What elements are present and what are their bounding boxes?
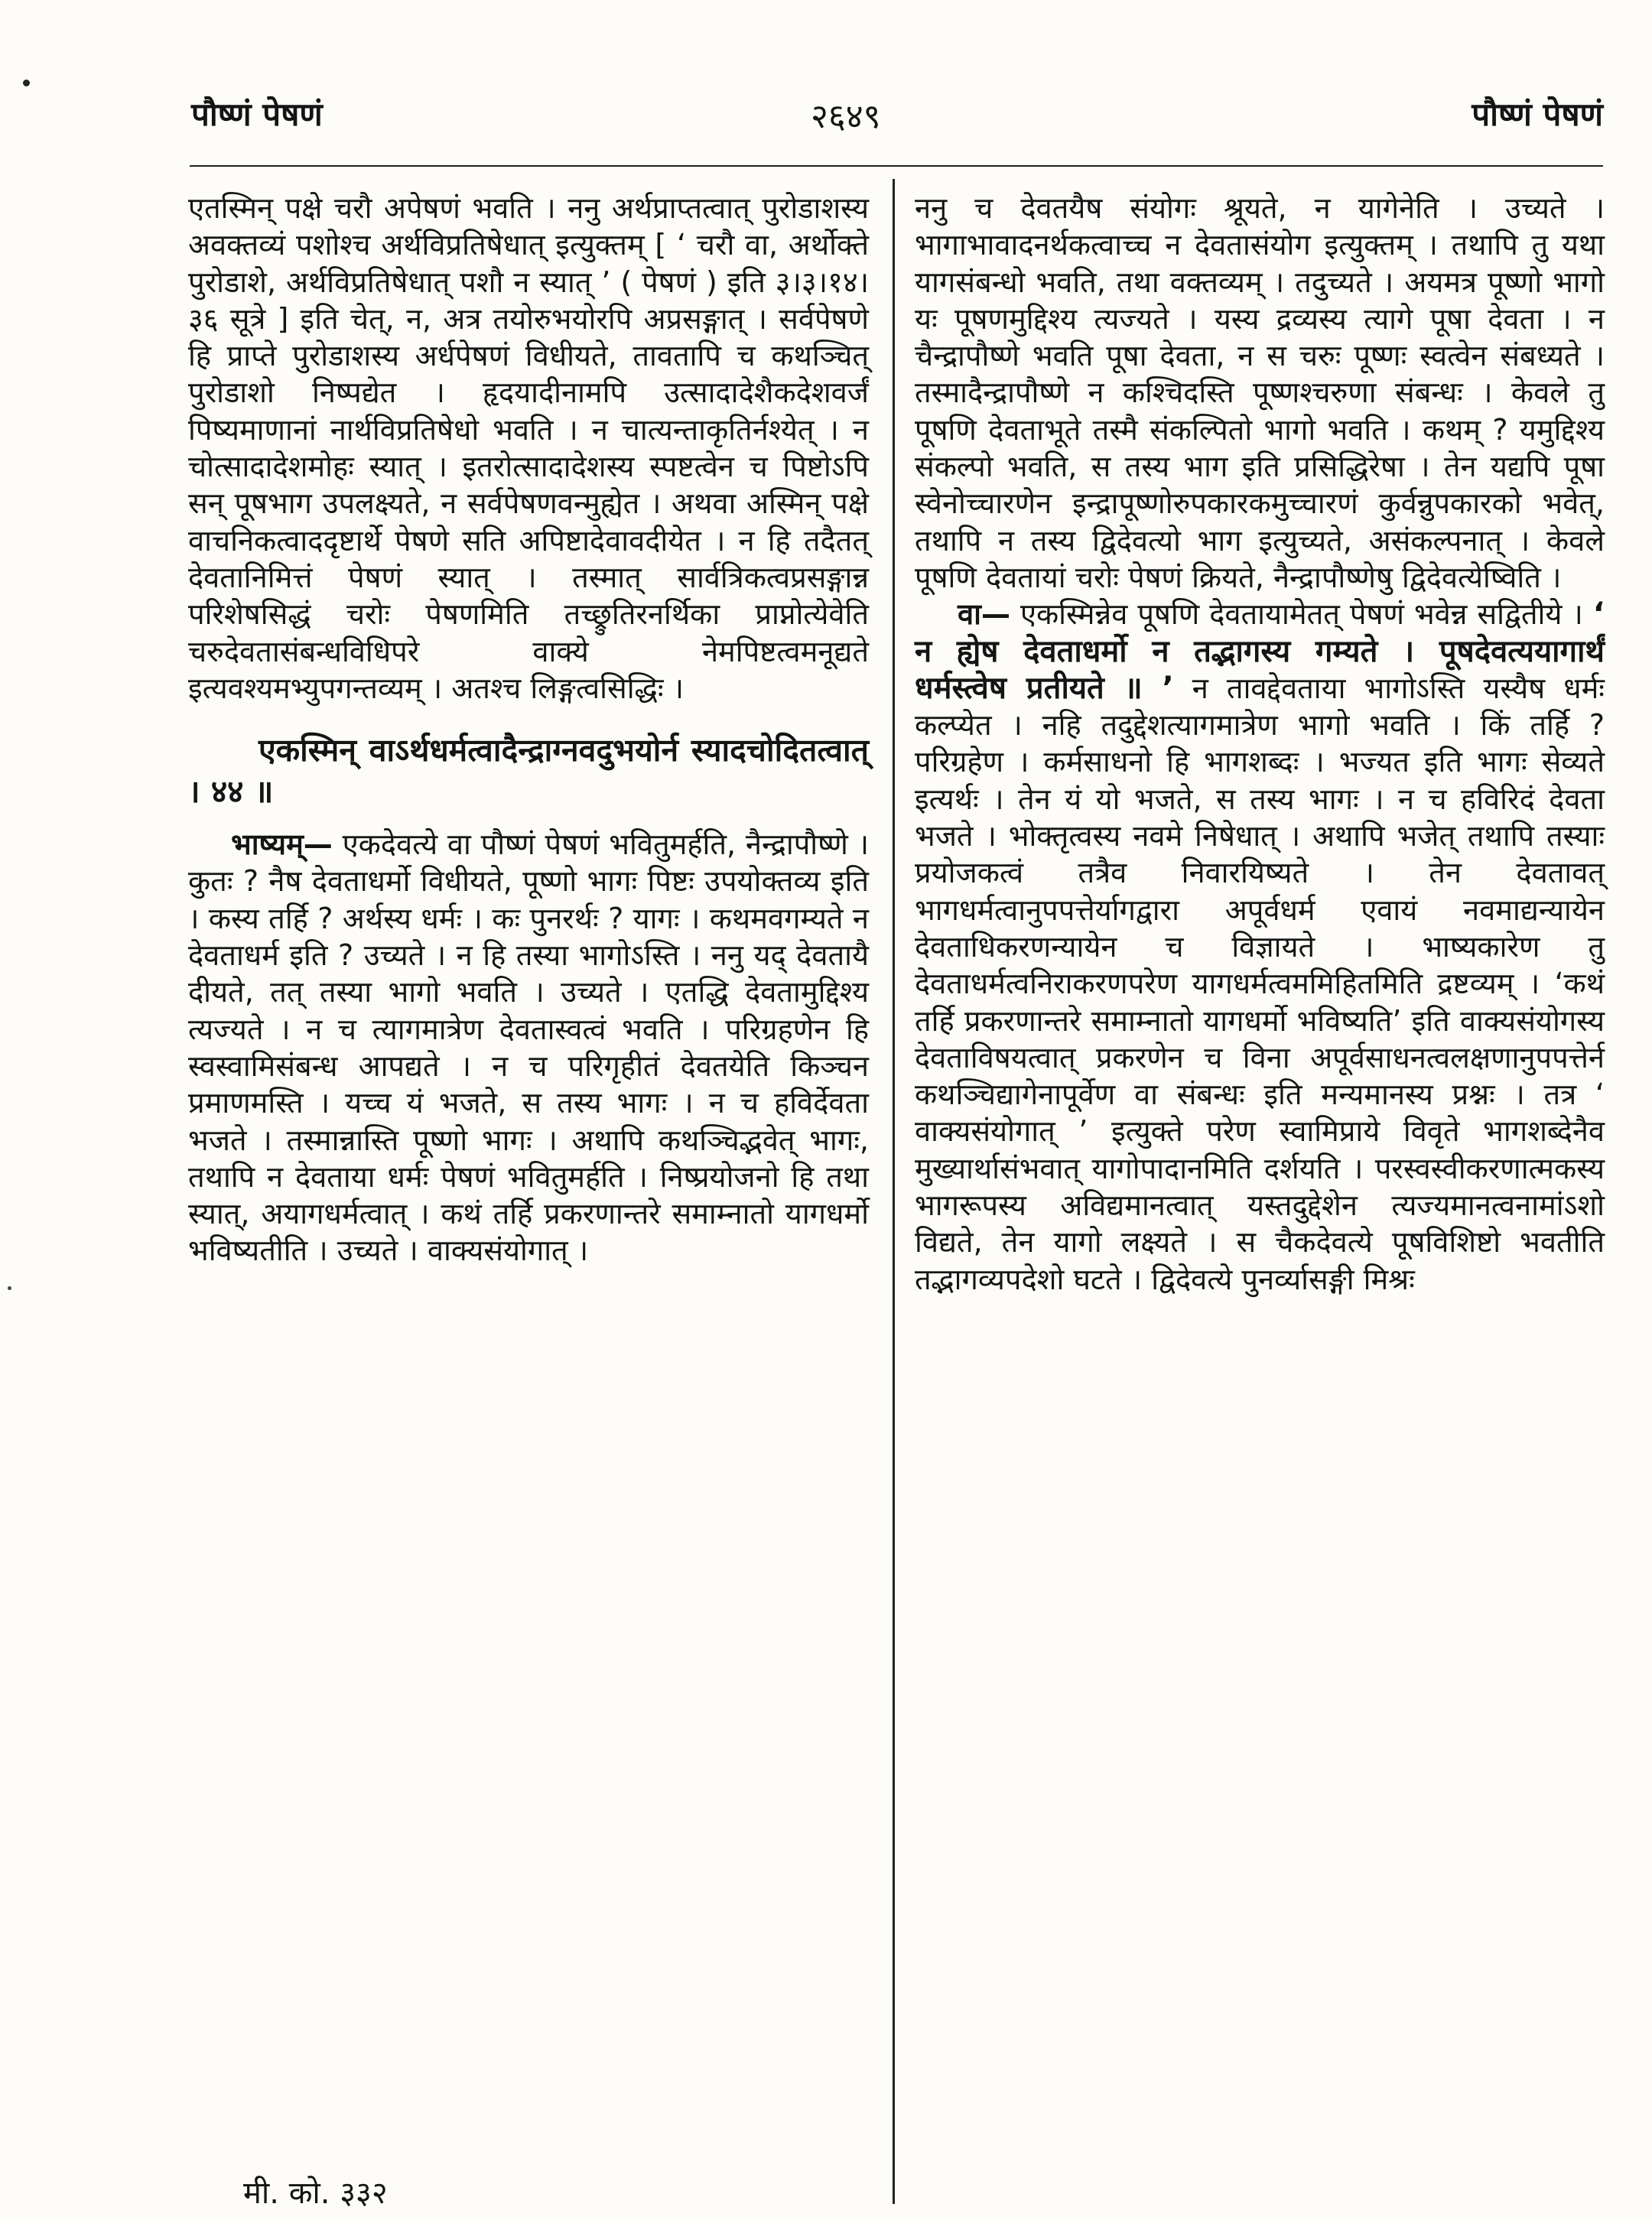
vaa-text: एकस्मिन्नेव पूषणि देवतायामेतत् पेषणं भवेन्न सद्वितीये । bbox=[1010, 597, 1593, 632]
column-divider bbox=[893, 179, 895, 2204]
right-paragraph-3: न तावद्देवताया भागोऽस्ति यस्यैष धर्मः कल्प्येत । नहि तदुद्देशत्यागमात्रेण भागो भवति । किं तर्हि ? परिग्रहेण । कर्मसाधनो हि भागशब्दः । भज्यत इति भागः सेव्यते इत्यर्थः । तेन यं यो भजते, स तस्य भागः । न च हविरिदं देवता भजते । भोक्तृत्वस्य नवमे निषेधात् । अथापि भजेत् तथापि तस्याः प्रयोजकत्वं तत्रैव निवारयिष्यते । तेन देवतावत् भागधर्मत्वानुपपत्तेर्यागद्वारा अपूर्वधर्म एवायं नवमाद्यन्यायेन देवताधिकरणन्यायेन च विज्ञायते । भाष्यकारेण तु देवताधर्मत्वनिराकरणपरेण यागधर्मत्वममिहितमिति द्रष्टव्यम् । ‘कथं तर्हि प्रकरणान्तरे समाम्नातो यागधर्मो भविष्यति’ इति वाक्यसंयोगस्य देवताविषयत्वात् प्रकरणेन च विना अपूर्वसाधनत्वलक्षणानुपपत्तेर्न कथञ्चिद्यागेनापूर्वेण वा संबन्धः इति मन्यमानस्य प्रश्नः । तत्र ‘ वाक्यसंयोगात् ’ इत्युक्ते परेण स्वामिप्राये विवृते भागशब्देनैव मुख्यार्थासंभवात् यागोपादानमिति दर्शयति । परस्वस्वीकरणात्मकस्य भागरूपस्य अविद्यमानत्वात् यस्तदुद्देशेन त्यज्यमानत्वनामांऽशो विद्यते, तेन यागो लक्ष्यते । स चैकदेवत्ये पूषविशिष्टो भवतीति तद्भागव्यपदेशो घटते । द्विदेवत्ये पुनर्व्यासङ्गी मिश्रः bbox=[915, 671, 1605, 1296]
bhashya-label: भाष्यम्— bbox=[231, 827, 333, 862]
right-paragraph-1: ननु च देवतयैष संयोगः श्रूयते, न यागेनेति । उच्यते । भागाभावादनर्थकत्वाच्च न देवतासंयोग इत्युक्तम् । तथापि तु यथा यागसंबन्धो भवति, तथा वक्तव्यम् । तदुच्यते । अयमत्र पूष्णो भागो यः पूषणमुद्दिश्य त्यज्यते । यस्य द्रव्यस्य त्यागे पूषा देवता । न चैन्द्रापौष्णे भवति पूषा देवता, न स चरुः पूष्णः स्वत्वेन संबध्यते । तस्मादैन्द्रापौष्णे न कश्चिदस्ति पूष्णश्चरुणा संबन्धः । केवले तु पूषणि देवताभूते तस्मै संकल्पितो भागो भवति । कथम् ? यमुद्दिश्य संकल्पो भवति, स तस्य भाग इति प्रसिद्धिरेषा । तेन यद्यपि पूषा स्वेनोच्चारणेन इन्द्रापूष्णोरुपकारकमुच्चारणं कुर्वन्नुपकारको भवेत्, तथापि न तस्य द्विदेवत्यो भाग इत्युच्यते, असंकल्पनात् । केवले पूषणि देवतायां चरोः पेषणं क्रियते, नैन्द्रापौष्णेषु द्विदेवत्येष्विति । bbox=[915, 191, 1605, 594]
footer-signature: मी. को. ३३२ bbox=[243, 2176, 388, 2211]
running-header-left: पौष्णं पेषणं bbox=[191, 96, 323, 133]
right-paragraph-2 bbox=[915, 596, 1605, 1298]
page-speck bbox=[23, 80, 30, 86]
left-column bbox=[188, 190, 869, 1269]
sutra-44: एकस्मिन् वाऽर्थधर्मत्वादैन्द्राग्नवदुभयोर्न स्यादचोदितत्वात् । ४४ ॥ bbox=[188, 732, 869, 811]
right-column bbox=[915, 190, 1605, 1298]
running-header-right: पौष्णं पेषणं bbox=[1472, 96, 1603, 133]
verse-quote: ‘ न ह्येष देवताधर्मो न तद्भागस्य गम्यते । पूषदेवत्ययागार्थं धर्मस्त्वेष प्रतीयते ॥ ’ bbox=[915, 596, 1605, 706]
bhashya-paragraph bbox=[188, 826, 869, 1269]
header-rule bbox=[190, 165, 1603, 167]
left-paragraph: एतस्मिन् पक्षे चरौ अपेषणं भवति । ननु अर्थप्राप्तत्वात् पुरोडाशस्य अवक्तव्यं पशोश्च अर्थविप्रतिषेधात् इत्युक्तम् [ ‘ चरौ वा, अर्थोक्ते पुरोडाशे, अर्थविप्रतिषेधात् पशौ न स्यात् ’ ( पेषणं ) इति ३।३।१४।३६ सूत्रे ] इति चेत्, न, अत्र तयोरुभयोरपि अप्रसङ्गात् । सर्वपेषणे हि प्राप्ते पुरोडाशस्य अर्धपेषणं विधीयते, तावतापि च कथञ्चित् पुरोडाशो निष्पद्येत । हृदयादीनामपि उत्सादादेशैकदेशवर्जं पिष्यमाणानां नार्थविप्रतिषेधो भवति । न चात्यन्ताकृतिर्नश्येत् । न चोत्सादादेशमोहः स्यात् । इतरोत्सादादेशस्य स्पष्टत्वेन च पिष्टोऽपि सन् पूषभाग उपलक्ष्यते, न सर्वपेषणवन्मुह्येत । अथवा अस्मिन् पक्षे वाचनिकत्वाददृष्टार्थे पेषणे सति अपिष्टादेवावदीयेत । न हि तदैतत् देवतानिमित्तं पेषणं स्यात् । तस्मात् सार्वत्रिकत्वप्रसङ्गान्न परिशेषसिद्धं चरोः पेषणमिति तच्छ्रुतिरनर्थिका प्राप्नोत्येवेति चरुदेवतासंबन्धविधिपरे वाक्ये नेमपिष्टत्वमनूद्यते इत्यवश्यमभ्युपगन्तव्यम् । अतश्च लिङ्गत्वसिद्धिः । bbox=[188, 191, 869, 705]
vaa-label: वा— bbox=[958, 597, 1010, 632]
page-speck-small bbox=[8, 1286, 11, 1290]
page-number: २६४९ bbox=[811, 97, 881, 136]
bhashya-text: एकदेवत्ये वा पौष्णं पेषणं भवितुमर्हति, नैन्द्रापौष्णे । कुतः ? नैष देवताधर्मो विधीयते, पूष्णो भागः पिष्टः उपयोक्तव्य इति । कस्य तर्हि ? अर्थस्य धर्मः । कः पुनरर्थः ? यागः । कथमवगम्यते न देवताधर्म इति ? उच्यते । न हि तस्या भागोऽस्ति । ननु यद् देवतायै दीयते, तत् तस्या भागो भवति । उच्यते । एतद्धि देवतामुद्दिश्य त्यज्यते । न च त्यागमात्रेण देवतास्वत्वं भवति । परिग्रहणेन हि स्वस्वामिसंबन्ध आपद्यते । न च परिगृहीतं देवतयेति किञ्चन प्रमाणमस्ति । यच्च यं भजते, स तस्य भागः । न च हविर्देवता भजते । तस्मान्नास्ति पूष्णो भागः । अथापि कथञ्चिद्भवेत् भागः, तथापि न देवताया धर्मः पेषणं भवितुमर्हति । निष्प्रयोजनो हि तथा स्यात्, अयागधर्मत्वात् । कथं तर्हि प्रकरणान्तरे समाम्नातो यागधर्मो भविष्यतीति । उच्यते । वाक्यसंयोगात् । bbox=[188, 827, 869, 1268]
